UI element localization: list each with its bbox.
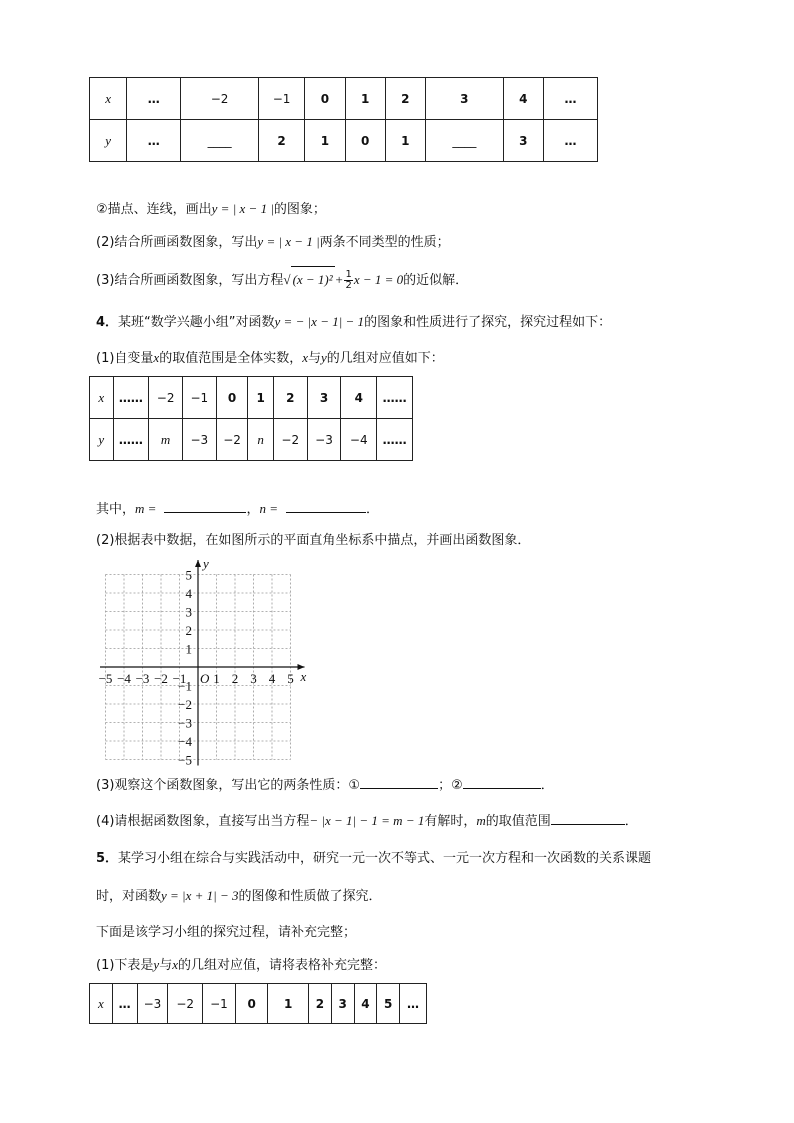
y-tick-label: 2 [185, 623, 192, 638]
table-cell: …… [377, 419, 413, 461]
table-1 [89, 77, 598, 162]
x-tick-label: 4 [268, 671, 276, 686]
table-cell: −1 [258, 78, 304, 120]
table-cell: −3 [137, 984, 168, 1024]
table-cell: y [90, 419, 114, 461]
table-cell: … [543, 78, 597, 120]
table-cell: −2 [216, 419, 248, 461]
table-cell: …… [113, 419, 149, 461]
table-cell: −2 [168, 984, 203, 1024]
y-tick-label: 4 [185, 586, 192, 601]
y-tick-label: 5 [185, 567, 192, 583]
table-cell: x [90, 377, 114, 419]
x-tick-label: −4 [117, 671, 131, 686]
table-row [90, 78, 598, 120]
table-cell: …… [377, 377, 413, 419]
axes [100, 560, 305, 766]
table-cell: 0 [216, 377, 248, 419]
y-tick-label: −5 [178, 752, 192, 768]
table-cell: ____ [425, 120, 503, 162]
q4-part-1: (1)自变量x的取值范围是全体实数，x与y的几组对应值如下： [96, 350, 444, 366]
answer-blank-property-1[interactable] [360, 776, 438, 789]
q5-intro: 5．某学习小组在综合与实践活动中，研究一元一次不等式、一元一次方程和一次函数的关系课题 [96, 851, 652, 866]
table-cell: −2 [273, 419, 307, 461]
q4-part-4: (4)请根据函数图象，直接写出当方程− |x − 1| − 1 = m − 1有解时，m的取值范围 ． [96, 813, 638, 829]
y-axis-label: y [203, 556, 209, 571]
x-axis-label: x [300, 669, 307, 684]
x-tick-label: −1 [172, 671, 187, 686]
table-cell: …… [113, 377, 149, 419]
table-cell: … [400, 984, 427, 1024]
table-cell: 3 [503, 120, 543, 162]
table-cell: −1 [203, 984, 236, 1024]
table-cell: 1 [345, 78, 385, 120]
coordinate-plane [96, 556, 316, 770]
tick-labels [99, 556, 307, 768]
table-cell: y [90, 120, 127, 162]
table-cell: 1 [248, 377, 274, 419]
x-tick-label: −3 [135, 671, 150, 686]
y-tick-label: 3 [185, 604, 192, 620]
table-3 [89, 983, 427, 1024]
table-cell: −2 [149, 377, 183, 419]
table-row [90, 120, 598, 162]
table-cell: 4 [354, 984, 377, 1024]
origin-label: O [200, 671, 210, 686]
table-cell: m [149, 419, 183, 461]
x-tick-label: −5 [98, 671, 113, 686]
table-row [90, 984, 427, 1024]
answer-blank-property-2[interactable] [463, 776, 541, 789]
answer-blank-m[interactable] [164, 500, 246, 513]
table-cell: n [248, 419, 274, 461]
table-cell: ____ [181, 120, 259, 162]
x-tick-label: 2 [231, 671, 239, 686]
table-cell: … [127, 78, 181, 120]
table-cell: −3 [182, 419, 216, 461]
table-cell: 3 [331, 984, 354, 1024]
table-cell: 4 [341, 377, 377, 419]
x-tick-label: 5 [287, 671, 294, 686]
x-tick-label: −2 [154, 671, 168, 686]
table-cell: 4 [503, 78, 543, 120]
q5-part-1: (1)下表是y与x的几组对应值，请将表格补充完整： [96, 957, 387, 973]
table-cell: 2 [258, 120, 304, 162]
answer-blank-n[interactable] [286, 500, 366, 513]
y-tick-label: −3 [178, 715, 192, 731]
table-cell: 5 [377, 984, 400, 1024]
y-tick-label: −4 [178, 734, 192, 749]
table-cell: 0 [305, 78, 345, 120]
table-cell: 3 [425, 78, 503, 120]
q3-part-3: (3)结合所画函数图象，写出方程√ (x − 1)² + $\frac{1}{2}$ x − 1 = 0的近似解． [96, 266, 468, 294]
table-row [90, 419, 413, 461]
table-cell: 3 [307, 377, 341, 419]
table-cell: −3 [307, 419, 341, 461]
table-cell: x [90, 984, 113, 1024]
y-tick-label: −2 [178, 697, 192, 712]
table-cell: 1 [268, 984, 309, 1024]
table-cell: 2 [308, 984, 331, 1024]
q3-part-2: (2)结合所画函数图象，写出y = | x − 1 |两条不同类型的性质； [96, 234, 450, 250]
table-cell: −1 [182, 377, 216, 419]
q4-part-2: (2)根据表中数据，在如图所示的平面直角坐标系中描点，并画出函数图象． [96, 533, 531, 548]
table-cell: 1 [385, 120, 425, 162]
table-cell: −4 [341, 419, 377, 461]
q4-part-3: (3)观察这个函数图象，写出它的两条性质：① ；② ． [96, 778, 554, 793]
q4-intro: 4．某班“数学兴趣小组”对函数y = − |x − 1| − 1的图象和性质进行了探究，探究过程如下： [96, 314, 612, 330]
y-axis-arrow [195, 560, 201, 567]
q5-line-3: 下面是该学习小组的探究过程，请补充完整； [96, 925, 357, 940]
table-cell: x [90, 78, 127, 120]
table-cell: 2 [385, 78, 425, 120]
x-tick-label: 1 [213, 671, 220, 686]
y-tick-label: 1 [185, 641, 192, 657]
q3-item-2: ②描点、连线，画出y = | x − 1 |的图象； [96, 201, 326, 217]
table-cell: … [543, 120, 597, 162]
q4-where: 其中，m = ，n = ． [96, 501, 379, 517]
table-cell: … [127, 120, 181, 162]
answer-blank-range[interactable] [551, 812, 625, 825]
fraction: $\frac{1}{2}$ [345, 269, 352, 291]
table-row [90, 377, 413, 419]
q5-intro-2: 时，对函数y = |x + 1| − 3的图像和性质做了探究． [96, 888, 382, 904]
y-tick-label: −1 [178, 678, 192, 694]
table-2 [89, 376, 413, 461]
table-cell: 1 [305, 120, 345, 162]
table-cell: 2 [273, 377, 307, 419]
table-cell: 0 [345, 120, 385, 162]
x-tick-label: 3 [250, 671, 257, 686]
table-cell: … [112, 984, 137, 1024]
table-cell: −2 [181, 78, 259, 120]
table-cell: 0 [235, 984, 268, 1024]
